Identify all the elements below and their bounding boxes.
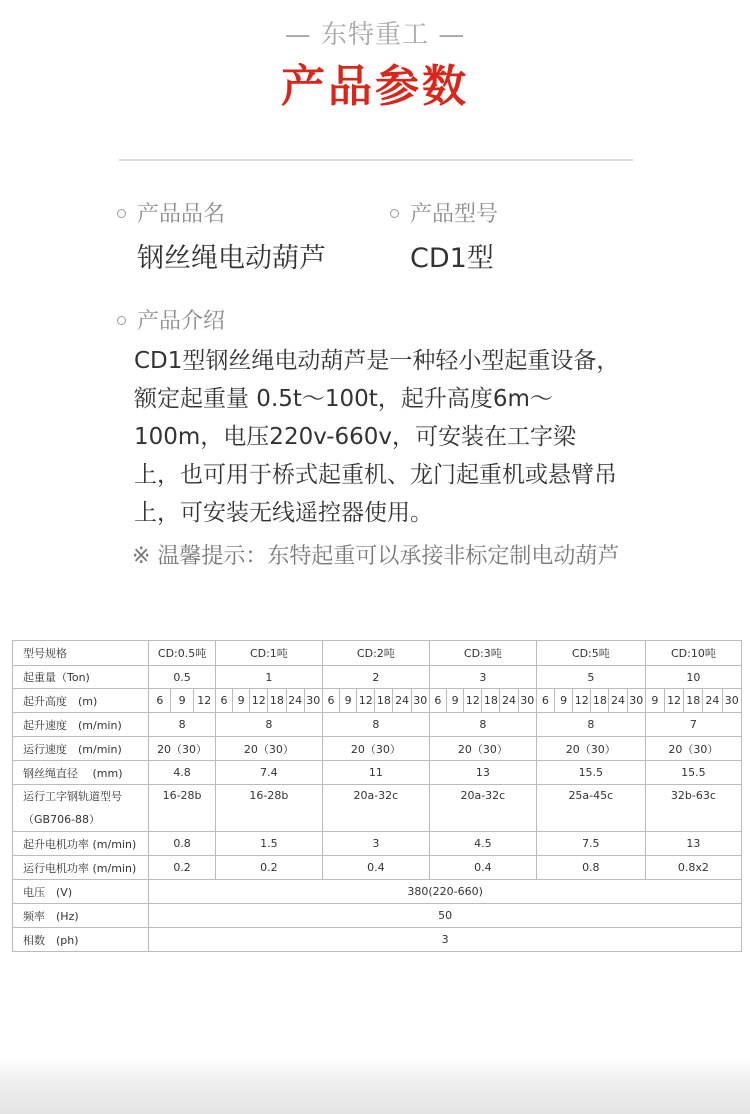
table-cell: 11 [322, 761, 429, 785]
table-cell: 13 [645, 832, 741, 856]
table-cell: 0.2 [149, 856, 216, 880]
table-cell: 12 [250, 689, 268, 713]
table-cell: 0.5 [149, 666, 216, 689]
table-cell: 1 [215, 666, 322, 689]
table-cell: 24 [393, 689, 411, 713]
row-label [13, 785, 149, 832]
table-cell: 30 [627, 689, 645, 713]
brand-line: — 东特重工 — [284, 20, 466, 50]
product-model-label: 产品型号 [390, 197, 498, 228]
table-cell: 6 [215, 689, 232, 713]
row-label-line: （GB706-88） [23, 813, 101, 826]
table-cell: 8 [536, 713, 645, 737]
product-intro-text: CD1型钢丝绳电动葫芦是一种轻小型起重设备，额定起重量 0.5t～100t，起升高度6m～100m，电压220v-660v，可安装在工字梁上，也可用于桥式起重机、龙门起重机或悬臂吊上，可安装无线遥控器使用。 [134, 348, 620, 526]
row-label: 型号规格 [13, 641, 149, 666]
table-cell: 9 [554, 689, 572, 713]
table-cell: 0.8 [149, 832, 216, 856]
table-row [13, 737, 742, 761]
product-intro-label: 产品介绍 [117, 304, 225, 335]
model-header: CD:2吨 [322, 641, 429, 666]
row-label: 相数 (ph) [13, 928, 149, 952]
table-cell: 8 [322, 713, 429, 737]
table-cell: 6 [536, 689, 554, 713]
table-cell: 2 [322, 666, 429, 689]
table-row [13, 641, 742, 666]
product-name-value: 钢丝绳电动葫芦 [137, 243, 326, 274]
table-cell: 7 [645, 713, 741, 737]
table-cell: 6 [322, 689, 339, 713]
table-row [13, 856, 742, 880]
table-cell: 12 [464, 689, 482, 713]
table-cell: 18 [591, 689, 609, 713]
bullet-circle-icon [117, 316, 126, 325]
row-label-line: 运行工字钢轨道型号 [23, 790, 122, 803]
table-cell: 32b-63c [645, 785, 741, 832]
table-cell: 24 [500, 689, 518, 713]
table-cell: 30 [518, 689, 536, 713]
row-label: 运行速度 (m/min) [13, 737, 149, 761]
table-cell: 9 [447, 689, 464, 713]
table-cell: 15.5 [645, 761, 741, 785]
table-cell: 4.5 [429, 832, 536, 856]
table-cell: 18 [375, 689, 393, 713]
model-header: CD:5吨 [536, 641, 645, 666]
table-cell: 12 [357, 689, 375, 713]
table-row [13, 785, 742, 832]
table-cell: 3 [322, 832, 429, 856]
bottom-shade [0, 1058, 750, 1114]
table-cell: 20（30） [645, 737, 741, 761]
table-row [13, 666, 742, 689]
table-cell: 12 [573, 689, 591, 713]
table-cell: 12 [193, 689, 215, 713]
table-cell: 50 [149, 904, 742, 928]
row-label: 起重量（Ton) [13, 666, 149, 689]
table-cell: 16-28b [215, 785, 322, 832]
table-row [13, 832, 742, 856]
table-cell: 7.4 [215, 761, 322, 785]
table-cell: 1.5 [215, 832, 322, 856]
table-cell: 30 [722, 689, 742, 713]
row-label: 频率 (Hz) [13, 904, 149, 928]
row-label: 运行电机功率 (m/min) [13, 856, 149, 880]
table-row [13, 713, 742, 737]
table-cell: 9 [233, 689, 250, 713]
table-cell: 20（30） [536, 737, 645, 761]
table-cell: 380(220-660) [149, 880, 742, 904]
table-cell: 20（30） [149, 737, 216, 761]
model-header: CD:1吨 [215, 641, 322, 666]
table-cell: 4.8 [149, 761, 216, 785]
table-row [13, 928, 742, 952]
table-cell: 24 [286, 689, 304, 713]
table-cell: 5 [536, 666, 645, 689]
table-cell: 6 [429, 689, 446, 713]
table-cell: 0.2 [215, 856, 322, 880]
table-cell: 13 [429, 761, 536, 785]
row-label: 起升高度 (m) [13, 689, 149, 713]
table-cell: 25a-45c [536, 785, 645, 832]
row-label: 钢丝绳直径 (mm) [13, 761, 149, 785]
table-cell: 7.5 [536, 832, 645, 856]
table-cell: 8 [215, 713, 322, 737]
page-title: 产品参数 [281, 61, 469, 112]
table-cell: 12 [664, 689, 683, 713]
divider [119, 159, 633, 161]
table-cell: 0.8x2 [645, 856, 741, 880]
table-cell: 3 [149, 928, 742, 952]
table-row [13, 880, 742, 904]
table-cell: 0.4 [429, 856, 536, 880]
table-cell: 0.8 [536, 856, 645, 880]
table-cell: 20a-32c [322, 785, 429, 832]
product-model-value: CD1型 [410, 243, 494, 274]
table-cell: 8 [149, 713, 216, 737]
model-header: CD:3吨 [429, 641, 536, 666]
model-header: CD:10吨 [645, 641, 741, 666]
table-cell: 18 [268, 689, 286, 713]
row-label: 电压 (V) [13, 880, 149, 904]
table-cell: 9 [171, 689, 193, 713]
spec-table [12, 640, 742, 952]
table-cell: 10 [645, 666, 741, 689]
table-row [13, 689, 742, 713]
table-cell: 0.4 [322, 856, 429, 880]
table-row [13, 904, 742, 928]
table-cell: 20（30） [215, 737, 322, 761]
table-cell: 18 [482, 689, 500, 713]
table-cell: 24 [609, 689, 627, 713]
table-cell: 18 [684, 689, 703, 713]
product-name-label: 产品品名 [117, 197, 225, 228]
row-label: 起升电机功率 (m/min) [13, 832, 149, 856]
table-cell: 3 [429, 666, 536, 689]
table-cell: 9 [645, 689, 664, 713]
table-cell: 30 [411, 689, 429, 713]
table-cell: 20（30） [429, 737, 536, 761]
table-cell: 20（30） [322, 737, 429, 761]
table-cell: 24 [703, 689, 722, 713]
table-cell: 20a-32c [429, 785, 536, 832]
table-cell: 15.5 [536, 761, 645, 785]
table-cell: 6 [149, 689, 171, 713]
table-cell: 30 [304, 689, 322, 713]
table-cell: 8 [429, 713, 536, 737]
table-cell: 9 [340, 689, 357, 713]
table-row [13, 761, 742, 785]
model-header: CD:0.5吨 [149, 641, 216, 666]
table-cell: 16-28b [149, 785, 216, 832]
bullet-circle-icon [117, 209, 126, 218]
custom-order-tip: ※ 温馨提示：东特起重可以承接非标定制电动葫芦 [132, 544, 620, 569]
bullet-circle-icon [390, 209, 399, 218]
row-label: 起升速度 (m/min) [13, 713, 149, 737]
